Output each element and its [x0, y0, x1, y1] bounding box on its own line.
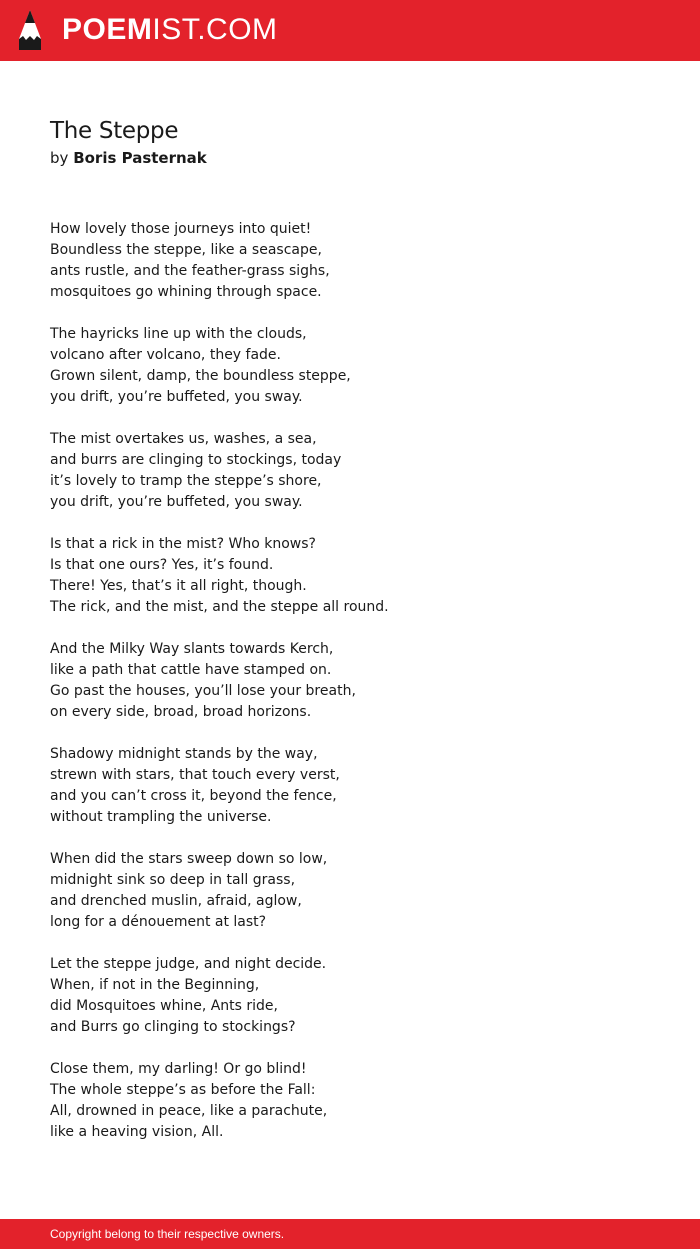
- poem-line: it’s lovely to tramp the steppe’s shore,: [50, 473, 322, 489]
- poem-line: And the Milky Way slants towards Kerch,: [50, 641, 334, 657]
- poem-line: Boundless the steppe, like a seascape,: [50, 242, 322, 258]
- poem-line: All, drowned in peace, like a parachute,: [50, 1103, 328, 1119]
- logo-text-light: IST.COM: [152, 13, 278, 46]
- poem-title: The Steppe: [50, 118, 179, 144]
- poem-line: like a heaving vision, All.: [50, 1124, 224, 1140]
- poem-line: How lovely those journeys into quiet!: [50, 221, 312, 237]
- poem-line: and drenched muslin, afraid, aglow,: [50, 893, 302, 909]
- poem-line: Shadowy midnight stands by the way,: [50, 746, 318, 762]
- stanza: [50, 639, 670, 723]
- poem-line: There! Yes, that’s it all right, though.: [50, 578, 307, 594]
- poem-line: like a path that cattle have stamped on.: [50, 662, 332, 678]
- poem-line: midnight sink so deep in tall grass,: [50, 872, 296, 888]
- stanza: [50, 429, 670, 513]
- poem-line: long for a dénouement at last?: [50, 914, 267, 930]
- poem-line: without trampling the universe.: [50, 809, 272, 825]
- poem-line: The mist overtakes us, washes, a sea,: [50, 431, 317, 447]
- poem-line: you drift, you’re buffeted, you sway.: [50, 389, 303, 405]
- pencil-tip-icon[interactable]: [17, 9, 43, 51]
- poem-line: volcano after volcano, they fade.: [50, 347, 281, 363]
- poem-line: ants rustle, and the feather-grass sighs,: [50, 263, 330, 279]
- logo-text-bold: POEM: [62, 13, 153, 46]
- poem-line: Let the steppe judge, and night decide.: [50, 956, 327, 972]
- stanza: [50, 534, 670, 618]
- stanza: [50, 954, 670, 1038]
- poem-line: Go past the houses, you’ll lose your breath,: [50, 683, 356, 699]
- poem-body: [50, 219, 670, 1164]
- poem-line: and you can’t cross it, beyond the fence,: [50, 788, 337, 804]
- poem-line: on every side, broad, broad horizons.: [50, 704, 312, 720]
- poem-line: When, if not in the Beginning,: [50, 977, 260, 993]
- poem-line: Close them, my darling! Or go blind!: [50, 1061, 307, 1077]
- site-header: [0, 0, 700, 61]
- stanza: [50, 744, 670, 828]
- stanza: [50, 1059, 670, 1143]
- poem-line: When did the stars sweep down so low,: [50, 851, 328, 867]
- poem-line: you drift, you’re buffeted, you sway.: [50, 494, 303, 510]
- poem-line: did Mosquitoes whine, Ants ride,: [50, 998, 278, 1014]
- copyright-notice: Copyright belong to their respective owners.: [50, 1227, 285, 1241]
- byline: [50, 148, 207, 169]
- poem-line: Grown silent, damp, the boundless steppe,: [50, 368, 351, 384]
- site-logo[interactable]: [62, 13, 278, 47]
- site-footer: [0, 1219, 700, 1249]
- author-name[interactable]: Boris Pasternak: [73, 149, 207, 167]
- stanza: [50, 324, 670, 408]
- poem-line: mosquitoes go whining through space.: [50, 284, 322, 300]
- poem-line: The rick, and the mist, and the steppe all round.: [50, 599, 389, 615]
- poem-line: Is that one ours? Yes, it’s found.: [50, 557, 274, 573]
- poem-line: Is that a rick in the mist? Who knows?: [50, 536, 316, 552]
- byline-prefix: by: [50, 149, 69, 167]
- stanza: [50, 849, 670, 933]
- poem-line: The hayricks line up with the clouds,: [50, 326, 307, 342]
- poem-line: strewn with stars, that touch every verst,: [50, 767, 340, 783]
- poem-line: and burrs are clinging to stockings, today: [50, 452, 342, 468]
- stanza: [50, 219, 670, 303]
- poem-line: and Burrs go clinging to stockings?: [50, 1019, 296, 1035]
- poem-line: The whole steppe’s as before the Fall:: [50, 1082, 316, 1098]
